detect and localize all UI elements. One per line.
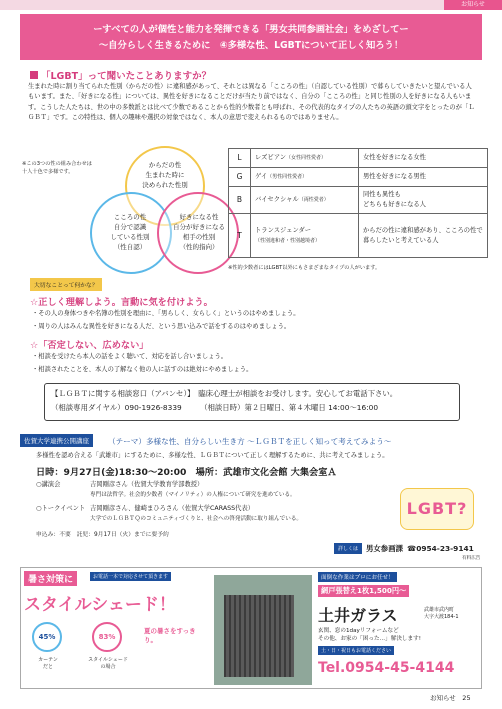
lecture-name: 吉岡剛彦さん（佐賀大学教育学部教授）	[90, 481, 204, 488]
banner-line-2: 〜自分らしく生きるために ④多様な性、LGBTについて正しく知ろう！	[98, 40, 404, 51]
talk-desc: 大学でのＬＧＢＴＱのコミュニティづくりと、社会への啓発活動に取り組んでいる。	[90, 516, 303, 522]
cap-curtain: カーテン だと	[38, 657, 58, 670]
event-title: （テーマ）多様な性、自分らしい生き方 〜ＬＧＢＴを正しく知って考えてみよう〜	[108, 437, 392, 446]
consult-line-1: 【ＬＧＢＴに関する相談窓口（アバンセ）】 臨床心理士が相談をお受けします。安心してお電話下さい。	[51, 389, 398, 398]
intro-paragraph: 生まれた時に割り当てられた性別（からだの性）に違和感があって、それとは異なる「こころの性」（自認している性別）で暮らしていきたいと望んでいる人もいます。また、「好きになる性」については、異性を好きになることだけが当たり前ではなく、自分の「こころの性」と同じ性別の人を好きになる人もいます。こうした人たちは、世の中の多数派とは比べて少数であることから性的少数者とも呼ばれ、その代表的なタイプの人たちの英語の頭文字をとったのが「ＬＧＢＴ」です。この特性は、個人の趣味や選択の対象ではなく、本人の意思で変えられるものではありません。	[28, 83, 475, 122]
consultation-box	[44, 383, 460, 421]
top-bar	[0, 0, 502, 10]
contact-line	[334, 543, 474, 554]
table-row: G ゲイ（男性同性愛者） 男性を好きになる男性	[229, 168, 488, 187]
ad-hours: 土・日・祝日もお電話ください	[318, 646, 394, 655]
cap-shade: スタイルシェード の場合	[88, 657, 128, 670]
combination-note: ※この3つの性の組み合わせは十人十色で多様です。	[22, 161, 92, 175]
ad-slogan: 玄関、窓の1dayリフォームなど その他、お家の「困った…」解決します!	[318, 628, 421, 642]
consult-line-2	[51, 401, 459, 415]
ad-bubble: 夏の暑さをすっきり。	[144, 627, 196, 644]
banner-line-1: ーすべての人が個性と能力を発揮できる「男女共同参画社会」をめざしてー	[93, 24, 409, 35]
ad-offer: 網戸張替え1枚1,500円〜	[318, 585, 409, 597]
important-tag: 大切なことって何かな？	[30, 278, 102, 291]
consult-hours: （相談日時）第２日曜日、第４木曜日 14:00〜16:00	[200, 403, 379, 412]
venn-body-label: からだの性 生まれた時に 決められた性別	[142, 161, 188, 189]
ad-tag: 暑さ対策に	[24, 571, 77, 586]
header-tag: お知らせ	[444, 0, 502, 10]
pct-shade: 83%	[92, 622, 122, 652]
lecture-desc: 専門は法哲学。社会的少数者（マイノリティ）の人権について研究を進めている。	[90, 492, 296, 498]
bullet-1: ・その人の身体つきや名簿の性別を理由に、「男らしく、女らしく」というのはやめましょう。	[32, 310, 300, 317]
bullet-2: ・周りの人はみんな異性を好きになる人だ、という思い込みで話をするのはやめましょう。	[32, 323, 291, 330]
event-tag: 佐賀大学連携公開講座	[20, 434, 93, 447]
ad-disclaimer: 有料広告	[462, 556, 481, 561]
heading-understand: ☆正しく理解しよう。言動に気を付けよう。	[30, 297, 213, 308]
ad-title: スタイルシェード！	[24, 595, 176, 615]
bullet-4: ・相談されたことを、本人の了解なく他の人に話すのは絶対にやめましょう。	[32, 366, 253, 373]
event-intro: 多様性を認め合える「武雄市」にするために、多様な性、ＬＧＢＴについて正しく理解するために、共に考えてみましょう。	[36, 452, 389, 459]
lgbt-table	[228, 148, 488, 258]
contact-dept: 男女参画課	[366, 544, 403, 553]
talk-name: 吉岡剛彦さん、健崎まひろさん（佐賀大学CARASS代表）	[90, 505, 255, 512]
shade-photo	[214, 575, 312, 685]
bullet-3: ・相談を受けたら本人の話をよく聴いて、対応を話し合いましょう。	[32, 353, 228, 360]
venn-mind-label: こころの性 自分で認識 している性別 （性自認）	[110, 213, 150, 251]
page-number: お知らせ 25	[430, 694, 471, 702]
section-heading-lgbt: 「LGBT」って聞いたことありますか？	[30, 68, 211, 82]
table-note: ※性的少数者にはLGBT以外にもさまざまなタイプの人がいます。	[228, 265, 381, 271]
ad-company: 土井ガラス	[318, 606, 398, 625]
contact-tag: 詳しくは	[334, 543, 362, 554]
event-datetime: 日時：9月27日(金)18:30〜20:00 場所：武雄市文化会館 大集会室Ａ	[36, 467, 337, 478]
lecture-label: ○講演会	[36, 481, 61, 488]
ad-phone[interactable]: Tel.0954-45-4144	[318, 660, 455, 676]
square-icon	[30, 71, 38, 79]
pct-curtain: 45%	[32, 622, 62, 652]
table-row: B バイセクシャル（両性愛者） 同性も異性も どちらも好きになる人	[229, 187, 488, 214]
shade-image	[224, 595, 294, 677]
ad-right-tag: 面倒な作業はプロにお任せ！	[318, 572, 397, 582]
table-row: T トランスジェンダー （性別違和者・性別越境者） からだの性に違和感があり、こころの性で暮らしたいと考えている人	[229, 214, 488, 258]
title-banner	[20, 14, 482, 60]
ad-address: 武雄市武内町 大字大渡184-1	[424, 607, 459, 620]
contact-tel[interactable]: ☎0954-23-9141	[406, 544, 474, 553]
consult-phone[interactable]: （相談専用ダイヤル）090-1926-8339	[51, 403, 182, 412]
lgbt-logo	[400, 488, 474, 530]
talk-label: ○トークイベント	[36, 505, 86, 512]
ad-subtag: お電話一本で対応させて頂きます	[90, 572, 171, 581]
lgbt-logo-text: LGBT?	[406, 499, 468, 518]
heading-do-not-deny: ☆「否定しない、広めない」	[30, 340, 149, 351]
apply-info: 申込み：不要 託児：9月17日（火）までに要予約	[36, 532, 169, 538]
table-row: L レズビアン（女性同性愛者） 女性を好きになる女性	[229, 149, 488, 168]
venn-love-label: 好きになる性 自分が好きになる 相手の性別 （性的指向）	[173, 213, 225, 251]
